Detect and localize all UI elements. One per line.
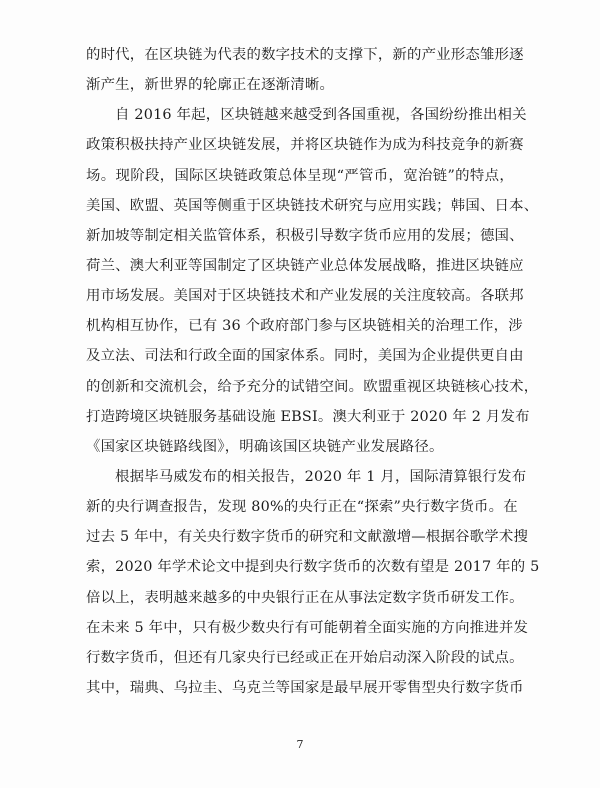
text-line: 政策积极扶持产业区块链发展，并将区块链作为成为科技竞争的新赛 — [86, 137, 524, 154]
text-line: 根据毕马威发布的相关报告，2020 年 1 月，国际清算银行发布 — [115, 468, 527, 485]
text-line: 渐产生，新世界的轮廓正在逐渐清晰。 — [86, 77, 335, 94]
text-line: 新加坡等制定相关监管体系，积极引导数字货币应用的发展；德国、 — [86, 227, 524, 244]
text-line: 索，2020 年学术论文中提到央行数字货币的次数有望是 2017 年的 5 — [86, 559, 540, 576]
text-line: 行数字货币，但还有几家央行已经或正在开始启动深入阶段的试点。 — [86, 649, 524, 666]
text-line: 新的央行调查报告，发现 80%的央行正在“探索”央行数字货币。在 — [86, 499, 518, 516]
text-line: 倍以上，表明越来越多的中央银行正在从事法定数字货币研发工作。 — [86, 589, 524, 606]
text-line: 荷兰、澳大利亚等国制定了区块链产业总体发展战略，推进区块链应 — [86, 257, 524, 274]
text-line: 《国家区块链路线图》，明确该国区块链产业发展路径。 — [86, 438, 444, 455]
text-line: 在未来 5 年中，只有极少数央行有可能朝着全面实施的方向推进并发 — [86, 619, 529, 636]
text-line: 美国、欧盟、英国等侧重于区块链技术研究与应用实践；韩国、日本、 — [86, 197, 539, 214]
text-line: 及立法、司法和行政全面的国家体系。同时，美国为企业提供更自由 — [86, 348, 524, 365]
body-text — [86, 40, 540, 703]
page-number: 7 — [296, 738, 304, 751]
text-line: 自 2016 年起，区块链越来越受到各国重视，各国纷纷推出相关 — [115, 107, 527, 124]
text-line: 其中，瑞典、乌拉圭、乌克兰等国家是最早展开零售型央行数字货币 — [86, 679, 524, 696]
text-line: 过去 5 年中，有关央行数字货币的研究和文献激增—根据谷歌学术搜 — [86, 529, 529, 546]
text-line: 的创新和交流机会，给予充分的试错空间。欧盟重视区块链核心技术， — [86, 378, 539, 395]
text-line: 机构相互协作，已有 36 个政府部门参与区块链相关的治理工作，涉 — [86, 318, 523, 335]
text-line: 的时代，在区块链为代表的数字技术的支撑下，新的产业形态雏形逐 — [86, 47, 524, 63]
text-line: 场。现阶段，国际区块链政策总体呈现“严管币，宽治链”的特点， — [86, 167, 514, 184]
text-line: 用市场发展。美国对于区块链技术和产业发展的关注度较高。各联邦 — [86, 288, 524, 305]
text-line: 打造跨境区块链服务基础设施 EBSI。澳大利亚于 2020 年 2 月发布 — [86, 408, 530, 425]
